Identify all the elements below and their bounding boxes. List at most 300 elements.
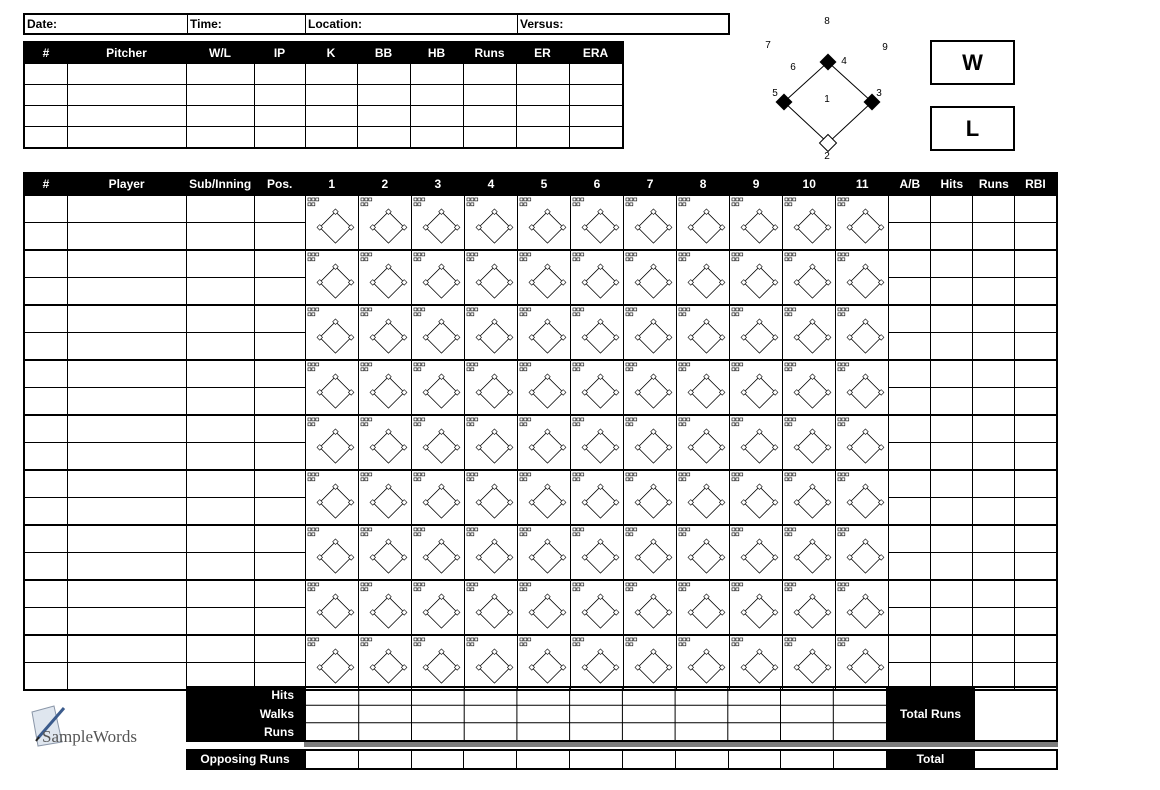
inning-cell[interactable] bbox=[517, 415, 570, 470]
inning-cell[interactable] bbox=[624, 470, 677, 525]
batting-cell[interactable] bbox=[889, 525, 931, 553]
pitcher-cell[interactable] bbox=[24, 106, 67, 127]
pitcher-cell[interactable] bbox=[305, 85, 357, 106]
inning-cell[interactable] bbox=[411, 360, 464, 415]
opposing-runs-cell[interactable] bbox=[412, 751, 465, 768]
batting-cell[interactable] bbox=[67, 415, 186, 443]
batting-cell[interactable] bbox=[67, 635, 186, 663]
inning-cell[interactable] bbox=[570, 525, 623, 580]
batting-cell[interactable] bbox=[889, 223, 931, 251]
inning-cell[interactable] bbox=[358, 635, 411, 690]
inning-cell[interactable] bbox=[836, 525, 889, 580]
pitcher-cell[interactable] bbox=[410, 64, 463, 85]
pitcher-cell[interactable] bbox=[410, 106, 463, 127]
batting-cell[interactable] bbox=[67, 663, 186, 691]
batting-cell[interactable] bbox=[24, 415, 67, 443]
inning-cell[interactable] bbox=[517, 580, 570, 635]
batting-cell[interactable] bbox=[24, 250, 67, 278]
batting-cell[interactable] bbox=[931, 608, 973, 636]
inning-cell[interactable] bbox=[677, 580, 730, 635]
pitcher-cell[interactable] bbox=[569, 106, 623, 127]
batting-cell[interactable] bbox=[67, 580, 186, 608]
inning-cell[interactable] bbox=[677, 195, 730, 250]
batting-cell[interactable] bbox=[889, 415, 931, 443]
inning-cell[interactable] bbox=[783, 635, 836, 690]
batting-cell[interactable] bbox=[889, 278, 931, 306]
totals-grid[interactable] bbox=[304, 686, 888, 742]
inning-cell[interactable] bbox=[677, 415, 730, 470]
inning-cell[interactable] bbox=[411, 525, 464, 580]
inning-cell[interactable] bbox=[305, 305, 358, 360]
batting-cell[interactable] bbox=[973, 223, 1015, 251]
batting-cell[interactable] bbox=[24, 525, 67, 553]
batting-cell[interactable] bbox=[1015, 415, 1057, 443]
inning-cell[interactable] bbox=[570, 195, 623, 250]
inning-cell[interactable] bbox=[730, 360, 783, 415]
batting-cell[interactable] bbox=[24, 360, 67, 388]
pitcher-cell[interactable] bbox=[516, 106, 569, 127]
time-field[interactable] bbox=[188, 15, 306, 33]
batting-cell[interactable] bbox=[931, 305, 973, 333]
inning-cell[interactable] bbox=[570, 415, 623, 470]
batting-cell[interactable] bbox=[186, 195, 254, 223]
batting-cell[interactable] bbox=[973, 443, 1015, 471]
batting-cell[interactable] bbox=[24, 553, 67, 581]
pitcher-cell[interactable] bbox=[67, 64, 186, 85]
inning-cell[interactable] bbox=[836, 250, 889, 305]
batting-cell[interactable] bbox=[254, 388, 305, 416]
inning-cell[interactable] bbox=[730, 195, 783, 250]
batting-cell[interactable] bbox=[186, 553, 254, 581]
inning-cell[interactable] bbox=[411, 195, 464, 250]
batting-row bbox=[24, 250, 1057, 278]
batting-cell[interactable] bbox=[931, 223, 973, 251]
batting-cell[interactable] bbox=[889, 470, 931, 498]
opposing-runs-cell[interactable] bbox=[729, 751, 782, 768]
batting-cell[interactable] bbox=[1015, 250, 1057, 278]
batting-cell[interactable] bbox=[889, 388, 931, 416]
opposing-runs-cell[interactable] bbox=[781, 751, 834, 768]
batting-cell[interactable] bbox=[24, 443, 67, 471]
batting-cell[interactable] bbox=[889, 195, 931, 223]
inning-cell[interactable] bbox=[730, 415, 783, 470]
inning-cell[interactable] bbox=[677, 525, 730, 580]
inning-cell[interactable] bbox=[783, 305, 836, 360]
inning-cell[interactable] bbox=[570, 635, 623, 690]
batting-cell[interactable] bbox=[1015, 360, 1057, 388]
batting-cell[interactable] bbox=[973, 195, 1015, 223]
batting-cell[interactable] bbox=[67, 388, 186, 416]
batting-cell[interactable] bbox=[973, 333, 1015, 361]
pitcher-cell[interactable] bbox=[305, 127, 357, 149]
inning-cell[interactable] bbox=[624, 250, 677, 305]
pitcher-cell[interactable] bbox=[67, 106, 186, 127]
pitcher-cell[interactable] bbox=[305, 106, 357, 127]
inning-cell[interactable] bbox=[624, 635, 677, 690]
pitcher-cell[interactable] bbox=[305, 64, 357, 85]
batting-cell[interactable] bbox=[931, 635, 973, 663]
inning-cell[interactable] bbox=[570, 250, 623, 305]
inning-cell[interactable] bbox=[517, 360, 570, 415]
pitcher-cell[interactable] bbox=[516, 64, 569, 85]
batting-cell[interactable] bbox=[254, 360, 305, 388]
batting-cell[interactable] bbox=[186, 360, 254, 388]
pitcher-cell[interactable] bbox=[463, 64, 516, 85]
batting-cell[interactable] bbox=[1015, 525, 1057, 553]
opposing-runs-cell[interactable] bbox=[570, 751, 623, 768]
batting-cell[interactable] bbox=[67, 608, 186, 636]
inning-cell[interactable] bbox=[783, 580, 836, 635]
batting-cell[interactable] bbox=[67, 525, 186, 553]
inning-cell[interactable] bbox=[730, 635, 783, 690]
batting-cell[interactable] bbox=[254, 443, 305, 471]
pitcher-cell[interactable] bbox=[357, 64, 410, 85]
inning-cell[interactable] bbox=[517, 250, 570, 305]
batting-cell[interactable] bbox=[931, 250, 973, 278]
inning-cell[interactable] bbox=[783, 415, 836, 470]
batting-cell[interactable] bbox=[67, 250, 186, 278]
pitcher-cell[interactable] bbox=[254, 127, 305, 149]
inning-cell[interactable] bbox=[358, 470, 411, 525]
inning-cell[interactable] bbox=[730, 305, 783, 360]
batting-cell[interactable] bbox=[1015, 470, 1057, 498]
batting-cell[interactable] bbox=[1015, 333, 1057, 361]
batting-cell[interactable] bbox=[973, 278, 1015, 306]
inning-cell[interactable] bbox=[570, 580, 623, 635]
inning-cell[interactable] bbox=[730, 580, 783, 635]
inning-cell[interactable] bbox=[783, 195, 836, 250]
batting-cell[interactable] bbox=[186, 635, 254, 663]
pitcher-cell[interactable] bbox=[569, 127, 623, 149]
batting-cell[interactable] bbox=[186, 305, 254, 333]
inning-cell[interactable] bbox=[836, 580, 889, 635]
inning-cell[interactable] bbox=[836, 470, 889, 525]
pitcher-cell[interactable] bbox=[463, 85, 516, 106]
batting-cell[interactable] bbox=[889, 580, 931, 608]
batting-cell[interactable] bbox=[186, 470, 254, 498]
batting-cell[interactable] bbox=[973, 635, 1015, 663]
batting-cell[interactable] bbox=[931, 388, 973, 416]
batting-cell[interactable] bbox=[67, 443, 186, 471]
batting-cell[interactable] bbox=[889, 250, 931, 278]
inning-cell[interactable] bbox=[570, 305, 623, 360]
inning-cell[interactable] bbox=[464, 415, 517, 470]
batting-cell[interactable] bbox=[931, 278, 973, 306]
inning-cell[interactable] bbox=[358, 415, 411, 470]
pitcher-cell[interactable] bbox=[67, 85, 186, 106]
batting-cell[interactable] bbox=[67, 470, 186, 498]
inning-cell[interactable] bbox=[730, 525, 783, 580]
batting-cell[interactable] bbox=[973, 498, 1015, 526]
versus-field[interactable] bbox=[518, 15, 728, 33]
batting-cell[interactable] bbox=[973, 608, 1015, 636]
inning-cell[interactable] bbox=[411, 470, 464, 525]
inning-cell[interactable] bbox=[836, 360, 889, 415]
inning-cell[interactable] bbox=[464, 470, 517, 525]
batting-cell[interactable] bbox=[931, 443, 973, 471]
loss-box[interactable] bbox=[930, 106, 1015, 151]
inning-cell[interactable] bbox=[305, 580, 358, 635]
batting-cell[interactable] bbox=[973, 580, 1015, 608]
batting-cell[interactable] bbox=[931, 415, 973, 443]
opposing-runs-grid[interactable] bbox=[304, 749, 888, 770]
batting-cell[interactable] bbox=[254, 553, 305, 581]
inning-cell[interactable] bbox=[517, 525, 570, 580]
batting-cell[interactable] bbox=[186, 525, 254, 553]
pitcher-cell[interactable] bbox=[569, 64, 623, 85]
inning-cell[interactable] bbox=[305, 360, 358, 415]
inning-cell[interactable] bbox=[358, 360, 411, 415]
inning-cell[interactable] bbox=[517, 470, 570, 525]
inning-cell[interactable] bbox=[464, 525, 517, 580]
batting-cell[interactable] bbox=[973, 553, 1015, 581]
batting-cell[interactable] bbox=[186, 333, 254, 361]
inning-cell[interactable] bbox=[677, 360, 730, 415]
inning-cell[interactable] bbox=[677, 305, 730, 360]
batting-cell[interactable] bbox=[973, 305, 1015, 333]
inning-cell[interactable] bbox=[677, 250, 730, 305]
batting-cell[interactable] bbox=[1015, 580, 1057, 608]
batting-cell[interactable] bbox=[889, 443, 931, 471]
batting-cell[interactable] bbox=[24, 388, 67, 416]
opposing-runs-cell[interactable] bbox=[306, 751, 359, 768]
inning-cell[interactable] bbox=[836, 635, 889, 690]
inning-cell[interactable] bbox=[570, 470, 623, 525]
pitcher-cell[interactable] bbox=[357, 127, 410, 149]
batting-cell[interactable] bbox=[254, 223, 305, 251]
batting-cell[interactable] bbox=[973, 415, 1015, 443]
inning-cell[interactable] bbox=[783, 525, 836, 580]
batting-cell[interactable] bbox=[931, 580, 973, 608]
batting-cell[interactable] bbox=[67, 223, 186, 251]
opposing-runs-cell[interactable] bbox=[517, 751, 570, 768]
inning-cell[interactable] bbox=[411, 305, 464, 360]
opposing-runs-cell[interactable] bbox=[359, 751, 412, 768]
inning-cell[interactable] bbox=[411, 635, 464, 690]
batting-cell[interactable] bbox=[1015, 278, 1057, 306]
pitcher-cell[interactable] bbox=[463, 106, 516, 127]
inning-cell[interactable] bbox=[624, 305, 677, 360]
batting-cell[interactable] bbox=[1015, 498, 1057, 526]
batting-cell[interactable] bbox=[1015, 388, 1057, 416]
inning-cell[interactable] bbox=[358, 195, 411, 250]
batting-cell[interactable] bbox=[254, 580, 305, 608]
inning-cell[interactable] bbox=[464, 305, 517, 360]
opposing-runs-cell[interactable] bbox=[623, 751, 676, 768]
batting-cell[interactable] bbox=[889, 553, 931, 581]
inning-cell[interactable] bbox=[624, 525, 677, 580]
inning-cell[interactable] bbox=[411, 250, 464, 305]
batting-cell[interactable] bbox=[24, 498, 67, 526]
pitcher-cell[interactable] bbox=[24, 85, 67, 106]
batting-cell[interactable] bbox=[67, 360, 186, 388]
batting-cell[interactable] bbox=[254, 635, 305, 663]
date-field[interactable] bbox=[25, 15, 188, 33]
batting-cell[interactable] bbox=[186, 278, 254, 306]
batting-cell[interactable] bbox=[24, 608, 67, 636]
inning-cell[interactable] bbox=[624, 360, 677, 415]
inning-cell[interactable] bbox=[836, 305, 889, 360]
inning-cell[interactable] bbox=[783, 360, 836, 415]
inning-cell[interactable] bbox=[358, 305, 411, 360]
batting-cell[interactable] bbox=[254, 415, 305, 443]
batting-cell[interactable] bbox=[889, 608, 931, 636]
inning-cell[interactable] bbox=[411, 415, 464, 470]
batting-cell[interactable] bbox=[1015, 305, 1057, 333]
inning-cell[interactable] bbox=[730, 470, 783, 525]
batting-cell[interactable] bbox=[254, 305, 305, 333]
inning-cell[interactable] bbox=[305, 470, 358, 525]
pitcher-cell[interactable] bbox=[254, 85, 305, 106]
batting-cell[interactable] bbox=[931, 498, 973, 526]
batting-cell[interactable] bbox=[24, 305, 67, 333]
opposing-runs-cell[interactable] bbox=[676, 751, 729, 768]
inning-cell[interactable] bbox=[464, 250, 517, 305]
inning-cell[interactable] bbox=[836, 195, 889, 250]
batting-cell[interactable] bbox=[186, 223, 254, 251]
batting-cell[interactable] bbox=[24, 195, 67, 223]
location-field[interactable] bbox=[306, 15, 518, 33]
batting-cell[interactable] bbox=[67, 195, 186, 223]
inning-cell[interactable] bbox=[358, 525, 411, 580]
win-box[interactable] bbox=[930, 40, 1015, 85]
pitcher-cell[interactable] bbox=[24, 127, 67, 149]
pitcher-cell[interactable] bbox=[67, 127, 186, 149]
batting-cell[interactable] bbox=[24, 635, 67, 663]
inning-cell[interactable] bbox=[305, 195, 358, 250]
batting-cell[interactable] bbox=[67, 553, 186, 581]
batting-cell[interactable] bbox=[254, 470, 305, 498]
inning-cell[interactable] bbox=[464, 360, 517, 415]
inning-cell[interactable] bbox=[517, 305, 570, 360]
batting-cell[interactable] bbox=[186, 608, 254, 636]
batting-cell[interactable] bbox=[931, 333, 973, 361]
batting-cell[interactable] bbox=[931, 195, 973, 223]
pitcher-cell[interactable] bbox=[186, 127, 254, 149]
inning-cell[interactable] bbox=[677, 470, 730, 525]
batting-cell[interactable] bbox=[1015, 195, 1057, 223]
pitcher-cell[interactable] bbox=[516, 127, 569, 149]
batting-cell[interactable] bbox=[931, 470, 973, 498]
batting-cell[interactable] bbox=[254, 333, 305, 361]
batting-cell[interactable] bbox=[67, 498, 186, 526]
inning-cell[interactable] bbox=[411, 580, 464, 635]
inning-cell[interactable] bbox=[517, 195, 570, 250]
batting-cell[interactable] bbox=[186, 580, 254, 608]
batting-cell[interactable] bbox=[931, 525, 973, 553]
pitcher-cell[interactable] bbox=[410, 85, 463, 106]
batting-cell[interactable] bbox=[254, 250, 305, 278]
batting-cell[interactable] bbox=[931, 360, 973, 388]
batting-cell[interactable] bbox=[889, 360, 931, 388]
batting-cell[interactable] bbox=[186, 498, 254, 526]
batting-cell[interactable] bbox=[1015, 443, 1057, 471]
batting-cell[interactable] bbox=[889, 498, 931, 526]
pitcher-cell[interactable] bbox=[24, 64, 67, 85]
pitcher-cell[interactable] bbox=[254, 64, 305, 85]
pitcher-cell[interactable] bbox=[463, 127, 516, 149]
inning-cell[interactable] bbox=[305, 525, 358, 580]
total-runs-box[interactable] bbox=[973, 686, 1058, 742]
batting-cell[interactable] bbox=[254, 525, 305, 553]
batting-cell[interactable] bbox=[254, 498, 305, 526]
inning-cell[interactable] bbox=[464, 195, 517, 250]
batting-cell[interactable] bbox=[889, 635, 931, 663]
batting-cell[interactable] bbox=[973, 470, 1015, 498]
batting-cell[interactable] bbox=[67, 333, 186, 361]
inning-cell[interactable] bbox=[358, 580, 411, 635]
batting-cell[interactable] bbox=[1015, 608, 1057, 636]
pitcher-cell[interactable] bbox=[516, 85, 569, 106]
batting-cell[interactable] bbox=[254, 278, 305, 306]
batting-cell[interactable] bbox=[67, 278, 186, 306]
batting-cell[interactable] bbox=[186, 415, 254, 443]
pitcher-cell[interactable] bbox=[569, 85, 623, 106]
inning-cell[interactable] bbox=[305, 250, 358, 305]
batting-cell[interactable] bbox=[931, 553, 973, 581]
pitcher-cell[interactable] bbox=[186, 64, 254, 85]
batting-cell[interactable] bbox=[889, 305, 931, 333]
pitcher-cell[interactable] bbox=[186, 85, 254, 106]
batting-cell[interactable] bbox=[24, 223, 67, 251]
batting-cell[interactable] bbox=[1015, 223, 1057, 251]
batting-cell[interactable] bbox=[186, 388, 254, 416]
batting-cell[interactable] bbox=[973, 388, 1015, 416]
pitcher-cell[interactable] bbox=[254, 106, 305, 127]
pitcher-cell[interactable] bbox=[410, 127, 463, 149]
opposing-runs-cell[interactable] bbox=[464, 751, 517, 768]
batting-cell[interactable] bbox=[973, 360, 1015, 388]
inning-cell[interactable] bbox=[464, 580, 517, 635]
pitcher-cell[interactable] bbox=[357, 106, 410, 127]
batting-cell[interactable] bbox=[67, 305, 186, 333]
inning-cell[interactable] bbox=[358, 250, 411, 305]
inning-cell[interactable] bbox=[305, 415, 358, 470]
inning-cell[interactable] bbox=[624, 580, 677, 635]
inning-cell[interactable] bbox=[836, 415, 889, 470]
pitcher-cell[interactable] bbox=[186, 106, 254, 127]
pitcher-cell[interactable] bbox=[357, 85, 410, 106]
inning-scoring-box bbox=[359, 581, 411, 634]
inning-cell[interactable] bbox=[624, 195, 677, 250]
batting-cell[interactable] bbox=[186, 250, 254, 278]
inning-cell[interactable] bbox=[517, 635, 570, 690]
batting-cell[interactable] bbox=[889, 333, 931, 361]
batting-cell[interactable] bbox=[1015, 553, 1057, 581]
inning-cell[interactable] bbox=[677, 635, 730, 690]
inning-cell[interactable] bbox=[464, 635, 517, 690]
inning-cell[interactable] bbox=[570, 360, 623, 415]
batting-cell[interactable] bbox=[254, 608, 305, 636]
batting-cell[interactable] bbox=[973, 525, 1015, 553]
batting-cell[interactable] bbox=[24, 333, 67, 361]
batting-cell[interactable] bbox=[254, 195, 305, 223]
opposing-runs-cell[interactable] bbox=[834, 751, 886, 768]
inning-cell[interactable] bbox=[783, 250, 836, 305]
inning-cell[interactable] bbox=[783, 470, 836, 525]
inning-cell[interactable] bbox=[305, 635, 358, 690]
inning-cell[interactable] bbox=[730, 250, 783, 305]
total-box[interactable] bbox=[973, 749, 1058, 770]
batting-cell[interactable] bbox=[1015, 635, 1057, 663]
batting-cell[interactable] bbox=[186, 443, 254, 471]
batting-cell[interactable] bbox=[24, 470, 67, 498]
batting-cell[interactable] bbox=[24, 580, 67, 608]
inning-cell[interactable] bbox=[624, 415, 677, 470]
batting-cell[interactable] bbox=[973, 250, 1015, 278]
batting-cell[interactable] bbox=[24, 278, 67, 306]
batting-cell[interactable] bbox=[24, 663, 67, 691]
